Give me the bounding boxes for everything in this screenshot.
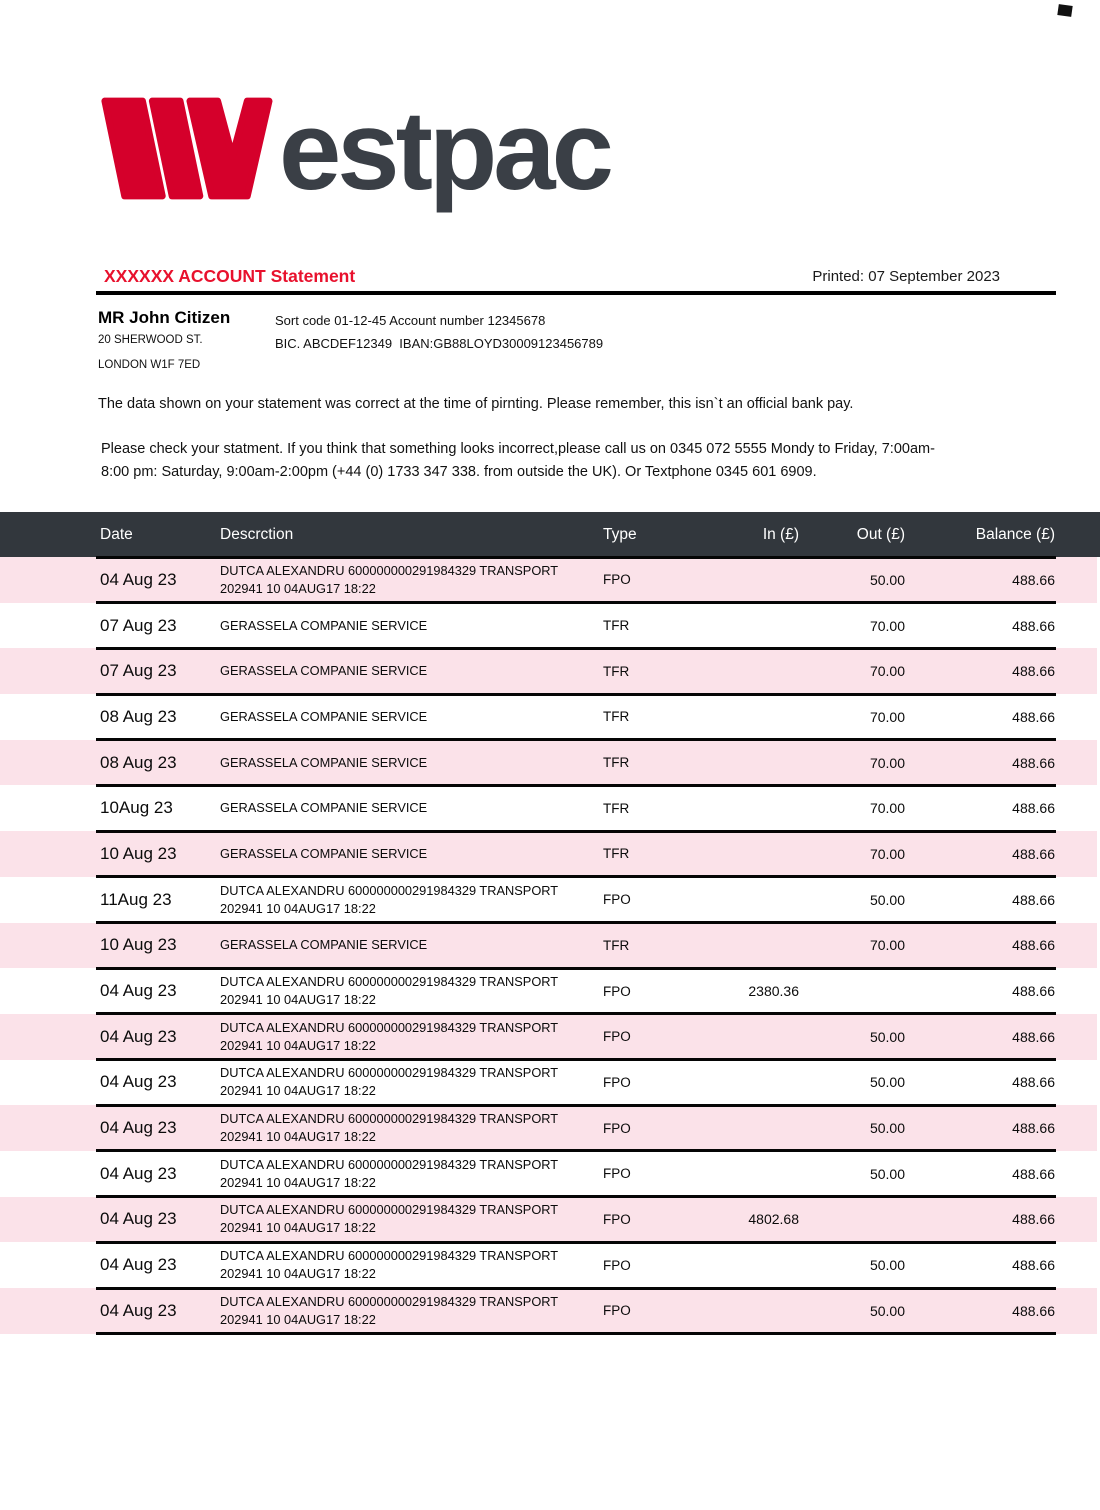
cell-description-line1: DUTCA ALEXANDRU 600000000291984329 TRANSPORT xyxy=(220,562,559,578)
sort-code-account-number: Sort code 01-12-45 Account number 12345678 xyxy=(275,313,546,328)
cell-description xyxy=(220,1201,603,1237)
cell-type: FPO xyxy=(603,1074,631,1090)
notice-printing: The data shown on your statement was correct at the time of pirnting. Please remember, this isn`t an official bank pay. xyxy=(98,396,854,412)
cell-date: 04 Aug 23 xyxy=(100,1255,177,1275)
cell-description xyxy=(220,662,603,680)
notice-contact: Please check your statment. If you think that something looks incorrect,please call us on 0345 072 5555 Mondy to Friday, 7:00am-8:00 pm: Saturday, 9:00am-2:00pm (+44 (0) 1733 347 338. from outside the UK). Or Textphone 0345 601 6909. xyxy=(101,441,935,480)
cell-description xyxy=(220,617,603,635)
cell-description xyxy=(220,1156,603,1192)
cell-balance: 488.66 xyxy=(1012,663,1055,680)
cell-type: TFR xyxy=(603,709,630,725)
cell-balance: 488.66 xyxy=(1012,1211,1055,1228)
transaction-row xyxy=(0,557,1097,603)
cell-description-line1: GERASSELA COMPANIE SERVICE xyxy=(220,708,428,724)
cell-description-line1: DUTCA ALEXANDRU 600000000291984329 TRANSPORT xyxy=(220,882,559,898)
cell-type: FPO xyxy=(603,1303,631,1319)
cell-description-line1: DUTCA ALEXANDRU 600000000291984329 TRANSPORT xyxy=(220,1202,559,1218)
cell-out: 70.00 xyxy=(869,708,905,725)
cell-type: FPO xyxy=(603,983,631,999)
cell-out: 70.00 xyxy=(869,800,905,817)
cell-date: 04 Aug 23 xyxy=(100,1026,177,1046)
transaction-row xyxy=(0,968,1097,1014)
cell-date: 04 Aug 23 xyxy=(100,981,177,1001)
bic-iban: BIC. ABCDEF12349 IBAN:GB88LOYD30009123456789 xyxy=(275,336,604,351)
cell-balance: 488.66 xyxy=(1012,1302,1055,1319)
transaction-row xyxy=(0,831,1097,877)
westpac-logo xyxy=(95,88,675,217)
cell-date: 10 Aug 23 xyxy=(100,935,177,955)
cell-type: TFR xyxy=(603,937,630,953)
cell-description xyxy=(220,1019,603,1055)
cell-description-line1: DUTCA ALEXANDRU 600000000291984329 TRANSPORT xyxy=(220,1248,559,1264)
col-header-in: In (£) xyxy=(762,525,799,543)
transaction-row xyxy=(0,1197,1097,1243)
cell-description xyxy=(220,973,603,1009)
cell-type: FPO xyxy=(603,572,631,588)
cell-description xyxy=(220,708,603,726)
cell-description-line2: 202941 10 04AUG17 18:22 xyxy=(220,1266,376,1282)
transaction-row xyxy=(0,1014,1097,1060)
cell-balance: 488.66 xyxy=(1012,1028,1055,1045)
cell-date: 04 Aug 23 xyxy=(100,1118,177,1138)
cell-type: FPO xyxy=(603,1257,631,1273)
cell-date: 07 Aug 23 xyxy=(100,661,177,681)
page-corner-mark xyxy=(1057,4,1072,17)
cell-description-line1: DUTCA ALEXANDRU 600000000291984329 TRANSPORT xyxy=(220,974,559,990)
table-header-row xyxy=(0,512,1100,557)
cell-out: 50.00 xyxy=(869,1120,905,1137)
cell-type: TFR xyxy=(603,800,630,816)
transaction-row xyxy=(0,648,1097,694)
cell-type: FPO xyxy=(603,1120,631,1136)
cell-out: 50.00 xyxy=(869,891,905,908)
cell-description xyxy=(220,1064,603,1100)
cell-description-line2: 202941 10 04AUG17 18:22 xyxy=(220,1129,376,1145)
col-header-out: Out (£) xyxy=(856,525,905,543)
cell-description xyxy=(220,799,603,817)
cell-description-line1: GERASSELA COMPANIE SERVICE xyxy=(220,800,428,816)
transaction-row xyxy=(0,603,1097,649)
cell-description-line1: GERASSELA COMPANIE SERVICE xyxy=(220,937,428,953)
cell-description-line2: 202941 10 04AUG17 18:22 xyxy=(220,1311,376,1327)
customer-address-line1: 20 SHERWOOD ST. xyxy=(98,334,203,346)
cell-date: 04 Aug 23 xyxy=(100,569,177,589)
cell-type: TFR xyxy=(603,663,630,679)
cell-date: 04 Aug 23 xyxy=(100,1163,177,1183)
cell-description-line2: 202941 10 04AUG17 18:22 xyxy=(220,1083,376,1099)
cell-description-line1: DUTCA ALEXANDRU 600000000291984329 TRANSPORT xyxy=(220,1111,559,1127)
transaction-row xyxy=(0,1288,1097,1334)
cell-description-line2: 202941 10 04AUG17 18:22 xyxy=(220,1174,376,1190)
transaction-row xyxy=(0,923,1097,969)
cell-date: 10Aug 23 xyxy=(100,798,173,818)
cell-balance: 488.66 xyxy=(1012,983,1055,1000)
cell-type: FPO xyxy=(603,892,631,908)
cell-type: TFR xyxy=(603,755,630,771)
cell-type: FPO xyxy=(603,1166,631,1182)
cell-description-line1: GERASSELA COMPANIE SERVICE xyxy=(220,617,428,633)
cell-out: 50.00 xyxy=(869,1074,905,1091)
cell-balance: 488.66 xyxy=(1012,1165,1055,1182)
cell-out: 70.00 xyxy=(869,663,905,680)
cell-type: FPO xyxy=(603,1029,631,1045)
col-header-description: Descrction xyxy=(220,525,294,543)
transaction-row xyxy=(0,785,1097,831)
cell-type: TFR xyxy=(603,846,630,862)
transaction-row xyxy=(0,694,1097,740)
cell-date: 07 Aug 23 xyxy=(100,615,177,635)
customer-name: MR John Citizen xyxy=(98,308,231,327)
cell-description-line1: DUTCA ALEXANDRU 600000000291984329 TRANSPORT xyxy=(220,1293,559,1309)
transaction-row xyxy=(0,1060,1097,1106)
cell-date: 10 Aug 23 xyxy=(100,843,177,863)
cell-description-line1: DUTCA ALEXANDRU 600000000291984329 TRANSPORT xyxy=(220,1156,559,1172)
cell-date: 08 Aug 23 xyxy=(100,706,177,726)
cell-description xyxy=(220,562,603,598)
cell-out: 50.00 xyxy=(869,571,905,588)
cell-description xyxy=(220,1247,603,1283)
transaction-row xyxy=(0,740,1097,786)
cell-description xyxy=(220,1293,603,1329)
cell-description-line1: GERASSELA COMPANIE SERVICE xyxy=(220,845,428,861)
cell-out: 70.00 xyxy=(869,754,905,771)
transactions-body xyxy=(0,557,1100,1334)
transaction-row xyxy=(0,1105,1097,1151)
cell-type: TFR xyxy=(603,618,630,634)
cell-description-line1: DUTCA ALEXANDRU 600000000291984329 TRANSPORT xyxy=(220,1065,559,1081)
cell-out: 50.00 xyxy=(869,1257,905,1274)
cell-balance: 488.66 xyxy=(1012,617,1055,634)
cell-balance: 488.66 xyxy=(1012,708,1055,725)
cell-balance: 488.66 xyxy=(1012,800,1055,817)
col-header-date: Date xyxy=(100,525,133,543)
col-header-balance: Balance (£) xyxy=(975,525,1055,543)
cell-description-line1: GERASSELA COMPANIE SERVICE xyxy=(220,754,428,770)
cell-description-line2: 202941 10 04AUG17 18:22 xyxy=(220,992,376,1008)
cell-date: 04 Aug 23 xyxy=(100,1209,177,1229)
cell-balance: 488.66 xyxy=(1012,1074,1055,1091)
cell-description-line2: 202941 10 04AUG17 18:22 xyxy=(220,580,376,596)
cell-out: 70.00 xyxy=(869,617,905,634)
cell-in: 4802.68 xyxy=(748,1211,799,1228)
cell-balance: 488.66 xyxy=(1012,937,1055,954)
cell-in: 2380.36 xyxy=(748,983,799,1000)
cell-description-line1: DUTCA ALEXANDRU 600000000291984329 TRANSPORT xyxy=(220,1019,559,1035)
cell-description-line1: GERASSELA COMPANIE SERVICE xyxy=(220,663,428,679)
statement-title: XXXXXX ACCOUNT Statement xyxy=(104,266,356,286)
cell-balance: 488.66 xyxy=(1012,845,1055,862)
cell-balance: 488.66 xyxy=(1012,754,1055,771)
cell-description xyxy=(220,845,603,863)
cell-description xyxy=(220,1110,603,1146)
printed-date: Printed: 07 September 2023 xyxy=(812,268,1000,285)
transaction-row xyxy=(0,1242,1097,1288)
cell-balance: 488.66 xyxy=(1012,1257,1055,1274)
cell-out: 70.00 xyxy=(869,845,905,862)
cell-description xyxy=(220,936,603,954)
cell-out: 50.00 xyxy=(869,1165,905,1182)
cell-balance: 488.66 xyxy=(1012,1120,1055,1137)
cell-date: 04 Aug 23 xyxy=(100,1300,177,1320)
cell-balance: 488.66 xyxy=(1012,891,1055,908)
cell-type: FPO xyxy=(603,1211,631,1227)
westpac-w-icon xyxy=(95,97,273,200)
customer-address-line2: LONDON W1F 7ED xyxy=(98,359,201,371)
cell-out: 50.00 xyxy=(869,1302,905,1319)
transaction-row xyxy=(0,877,1097,923)
header-divider xyxy=(96,291,1056,295)
cell-out: 50.00 xyxy=(869,1028,905,1045)
cell-description-line2: 202941 10 04AUG17 18:22 xyxy=(220,1220,376,1236)
cell-date: 11Aug 23 xyxy=(100,889,172,909)
cell-description-line2: 202941 10 04AUG17 18:22 xyxy=(220,1037,376,1053)
col-header-type: Type xyxy=(603,525,637,543)
cell-balance: 488.66 xyxy=(1012,571,1055,588)
cell-date: 04 Aug 23 xyxy=(100,1072,177,1092)
cell-description xyxy=(220,882,603,918)
transaction-row xyxy=(0,1151,1097,1197)
cell-description xyxy=(220,754,603,772)
cell-description-line2: 202941 10 04AUG17 18:22 xyxy=(220,900,376,916)
logo-text: estpac xyxy=(279,88,610,213)
cell-date: 08 Aug 23 xyxy=(100,752,177,772)
cell-out: 70.00 xyxy=(869,937,905,954)
